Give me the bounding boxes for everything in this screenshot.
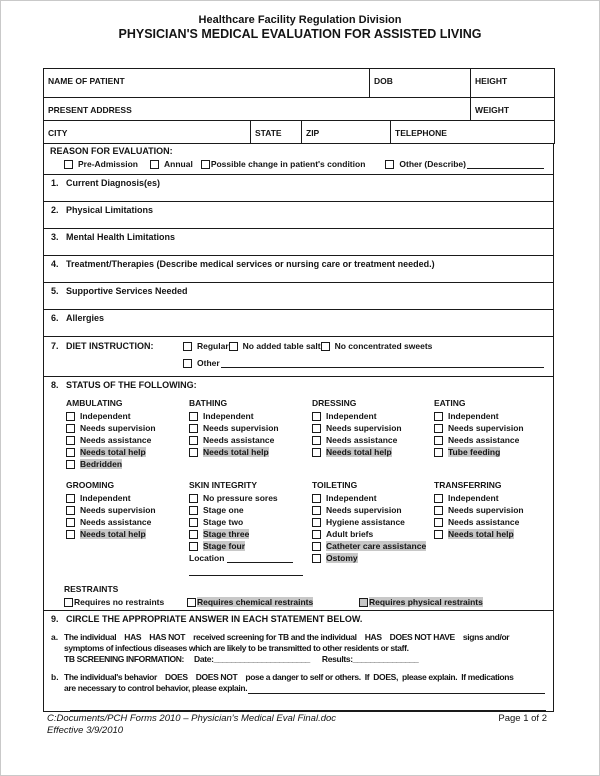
option-label: Needs supervision	[80, 423, 156, 433]
restraints-physical-cell	[359, 597, 553, 610]
circle-answer-section	[44, 610, 553, 711]
transferring-group	[434, 480, 553, 576]
checkbox[interactable]	[189, 506, 198, 515]
item-label: Treatment/Therapies (Describe medical services or nursing care or treatment needed.)	[66, 259, 435, 269]
option-label: Stage one	[203, 505, 244, 515]
checkbox[interactable]	[189, 542, 198, 551]
checkbox-option[interactable]	[312, 541, 434, 551]
checkbox-option[interactable]	[189, 435, 312, 445]
status-section	[44, 376, 553, 610]
checkbox-option[interactable]	[189, 423, 312, 433]
option-label: Needs supervision	[203, 423, 279, 433]
checkbox-option[interactable]	[189, 447, 312, 457]
physical-limitations-section[interactable]	[44, 201, 553, 228]
checkbox[interactable]	[183, 359, 192, 368]
page-header	[1, 14, 599, 42]
item-label: Physical Limitations	[66, 205, 154, 215]
checkbox[interactable]	[189, 518, 198, 527]
checkbox-option[interactable]	[66, 529, 189, 539]
checkbox-option[interactable]	[312, 411, 434, 421]
group-title: AMBULATING	[66, 398, 123, 408]
option-label: Needs supervision	[80, 505, 156, 515]
option-label: Pre-Admission	[78, 159, 138, 169]
physical-restraints-checkbox[interactable]	[359, 597, 553, 607]
name-of-patient-label: NAME OF PATIENT	[48, 76, 125, 86]
dressing-group	[312, 398, 434, 471]
option-label: Needs assistance	[80, 435, 152, 445]
height-label: HEIGHT	[475, 76, 508, 86]
checkbox-option[interactable]	[434, 493, 553, 503]
item-label: DIET INSTRUCTION:	[66, 341, 154, 351]
checkbox-option[interactable]	[312, 423, 434, 433]
checkbox-option[interactable]	[312, 447, 434, 457]
checkbox[interactable]	[312, 506, 321, 515]
checkbox-option[interactable]	[66, 505, 189, 515]
option-label: Stage two	[203, 517, 244, 527]
option-label: Needs total help	[326, 447, 392, 457]
checkbox-option[interactable]	[434, 517, 553, 527]
checkbox[interactable]	[312, 436, 321, 445]
option-label: Needs total help	[80, 447, 146, 457]
height-field[interactable]	[471, 69, 555, 98]
option-label: Needs assistance	[80, 517, 152, 527]
allergies-section[interactable]	[44, 309, 553, 336]
checkbox[interactable]	[312, 542, 321, 551]
reason-for-evaluation-section	[44, 144, 553, 174]
checkbox[interactable]	[189, 494, 198, 503]
checkbox[interactable]	[312, 424, 321, 433]
checkbox-option[interactable]	[66, 517, 189, 527]
checkbox[interactable]	[66, 436, 75, 445]
restraints-chemical-cell	[187, 597, 359, 610]
checkbox[interactable]	[312, 554, 321, 563]
option-label: Requires physical restraints	[369, 597, 483, 607]
restraints-group	[44, 584, 553, 610]
checkbox[interactable]	[434, 530, 443, 539]
status-grid-row2	[44, 480, 553, 576]
option-label: Catheter care assistance	[326, 541, 427, 551]
option-label: Other (Describe)	[399, 159, 466, 169]
checkbox-option[interactable]	[189, 541, 312, 551]
checkbox[interactable]	[312, 412, 321, 421]
location-blank-2[interactable]	[189, 566, 303, 576]
patient-info-table	[43, 68, 555, 144]
option-label: Needs supervision	[448, 423, 524, 433]
item-number: 2.	[51, 205, 59, 215]
checkbox[interactable]	[434, 412, 443, 421]
statement-text: The individual's behavior DOES DOES NOT pose a danger to self or others. If DOES, please explain. If medications	[64, 672, 514, 682]
group-title: TOILETING	[312, 480, 358, 490]
zip-field[interactable]	[302, 121, 391, 144]
group-title: BATHING	[189, 398, 228, 408]
checkbox-option[interactable]	[312, 517, 434, 527]
option-label: Possible change in patient's condition	[210, 159, 366, 169]
checkbox[interactable]	[385, 160, 394, 169]
checkbox[interactable]	[434, 448, 443, 457]
checkbox-option[interactable]	[312, 435, 434, 445]
explain-blank[interactable]	[248, 685, 545, 694]
option-label: Hygiene assistance	[326, 517, 405, 527]
checkbox[interactable]	[312, 448, 321, 457]
checkbox-option[interactable]	[434, 505, 553, 515]
city-label: CITY	[48, 128, 68, 138]
bathing-group	[189, 398, 312, 471]
option-label: Independent	[326, 411, 377, 421]
telephone-field[interactable]	[391, 121, 555, 144]
diet-no-salt-checkbox[interactable]	[229, 341, 321, 351]
telephone-label: TELEPHONE	[395, 128, 447, 138]
checkbox[interactable]	[66, 412, 75, 421]
checkbox[interactable]	[189, 436, 198, 445]
checkbox-option[interactable]	[312, 529, 434, 539]
restraints-none-cell	[64, 597, 187, 610]
checkbox-option[interactable]	[66, 423, 189, 433]
item-number: 4.	[51, 259, 59, 269]
group-title: TRANSFERRING	[434, 480, 502, 490]
checkbox-option[interactable]	[189, 493, 312, 503]
option-label: Independent	[80, 493, 131, 503]
item-label: Mental Health Limitations	[66, 232, 176, 242]
checkbox[interactable]	[189, 424, 198, 433]
zip-label: ZIP	[306, 128, 320, 138]
option-label: Needs assistance	[326, 435, 398, 445]
toileting-group	[312, 480, 434, 576]
dob-field[interactable]	[370, 69, 471, 98]
page-title: PHYSICIAN'S MEDICAL EVALUATION FOR ASSISTED LIVING	[118, 27, 482, 41]
checkbox[interactable]	[189, 412, 198, 421]
option-label: Stage three	[203, 529, 250, 539]
checkbox[interactable]	[434, 436, 443, 445]
item-label: Allergies	[66, 313, 105, 323]
checkbox[interactable]	[66, 506, 75, 515]
diet-other-blank[interactable]	[221, 359, 544, 368]
form-content	[43, 68, 554, 712]
option-label: Requires chemical restraints	[197, 597, 314, 607]
checkbox[interactable]	[66, 530, 75, 539]
checkbox-option[interactable]	[434, 423, 553, 433]
option-label: Needs assistance	[203, 435, 275, 445]
skin-integrity-group	[189, 480, 312, 576]
page-footer	[47, 713, 547, 736]
checkbox[interactable]	[189, 530, 198, 539]
statement-letter: a.	[51, 632, 59, 642]
state-label: STATE	[255, 128, 282, 138]
checkbox-option[interactable]	[66, 435, 189, 445]
checkbox-option[interactable]	[434, 435, 553, 445]
effective-date: Effective 3/9/2010	[47, 724, 124, 736]
name-of-patient-field[interactable]	[44, 69, 370, 98]
option-label: Independent	[203, 411, 254, 421]
checkbox[interactable]	[189, 448, 198, 457]
group-title: RESTRAINTS	[64, 584, 119, 594]
item-number: 9.	[51, 614, 59, 624]
checkbox[interactable]	[150, 160, 159, 169]
checkbox[interactable]	[64, 598, 73, 607]
checkbox[interactable]	[434, 518, 443, 527]
option-label: Independent	[326, 493, 377, 503]
checkbox-option[interactable]	[189, 529, 312, 539]
option-label: Needs supervision	[326, 505, 402, 515]
statement-a	[44, 632, 553, 665]
option-label: Tube feeding	[448, 447, 501, 457]
division-name: Healthcare Facility Regulation Division	[198, 14, 402, 26]
weight-field[interactable]	[471, 98, 555, 121]
item-number: 7.	[51, 341, 59, 351]
option-label: No added table salt	[242, 341, 321, 351]
option-label: Requires no restraints	[74, 597, 165, 607]
mental-health-limitations-section[interactable]	[44, 228, 553, 255]
option-label: Needs total help	[448, 529, 514, 539]
checkbox-option[interactable]	[189, 517, 312, 527]
chemical-restraints-checkbox[interactable]	[187, 597, 359, 607]
checkbox[interactable]	[434, 506, 443, 515]
checkbox-option[interactable]	[66, 447, 189, 457]
option-label: Bedridden	[80, 459, 123, 469]
checkbox-option[interactable]	[434, 529, 553, 539]
checkbox[interactable]	[359, 598, 368, 607]
option-label: Needs total help	[203, 447, 269, 457]
checkbox[interactable]	[66, 424, 75, 433]
option-label: No concentrated sweets	[334, 341, 433, 351]
group-title: EATING	[434, 398, 466, 408]
group-title: SKIN INTEGRITY	[189, 480, 258, 490]
option-label: Other	[197, 358, 220, 368]
option-label: Needs total help	[80, 529, 146, 539]
other-describe-blank[interactable]	[467, 160, 544, 169]
option-label: Needs supervision	[326, 423, 402, 433]
group-title: GROOMING	[66, 480, 115, 490]
treatment-therapies-section[interactable]	[44, 255, 553, 282]
tb-screening-line[interactable]: TB SCREENING INFORMATION: Date:______________________ Results:_______________	[64, 654, 419, 664]
location-label: Location	[189, 553, 225, 563]
checkbox[interactable]	[312, 494, 321, 503]
reason-label: REASON FOR EVALUATION:	[50, 146, 173, 156]
item-number: 3.	[51, 232, 59, 242]
statement-letter: b.	[51, 672, 59, 682]
option-label: Ostomy	[326, 553, 358, 563]
location-blank[interactable]	[227, 554, 293, 563]
checkbox[interactable]	[64, 160, 73, 169]
checkbox[interactable]	[183, 342, 192, 351]
checkbox-option[interactable]	[189, 411, 312, 421]
checkbox-option[interactable]	[434, 411, 553, 421]
reason-options	[44, 157, 553, 169]
checkbox[interactable]	[187, 598, 196, 607]
statement-text: are necessary to control behavior, please explain.	[64, 683, 248, 693]
checkbox[interactable]	[312, 530, 321, 539]
item-number: 6.	[51, 313, 59, 323]
grooming-group	[66, 480, 189, 576]
option-label: Independent	[80, 411, 131, 421]
item-label: Current Diagnosis(es)	[66, 178, 161, 188]
checkbox[interactable]	[229, 342, 238, 351]
checkbox-option[interactable]	[66, 459, 189, 469]
checkbox[interactable]	[66, 448, 75, 457]
item-number: 8.	[51, 380, 59, 390]
possible-change-checkbox[interactable]	[201, 159, 366, 169]
checkbox-option[interactable]	[312, 493, 434, 503]
weight-label: WEIGHT	[475, 105, 510, 115]
item-number: 5.	[51, 286, 59, 296]
option-label: Independent	[448, 411, 499, 421]
eating-group	[434, 398, 553, 471]
checkbox[interactable]	[434, 494, 443, 503]
statement-b	[44, 672, 553, 694]
status-grid-row1	[44, 398, 553, 471]
diet-regular-checkbox[interactable]	[183, 341, 229, 351]
present-address-field[interactable]	[44, 98, 471, 121]
checkbox[interactable]	[66, 518, 75, 527]
item-label: STATUS OF THE FOLLOWING:	[66, 380, 197, 390]
option-label: No pressure sores	[203, 493, 278, 503]
present-address-label: PRESENT ADDRESS	[48, 105, 132, 115]
item-label: Supportive Services Needed	[66, 286, 188, 296]
dob-label: DOB	[374, 76, 393, 86]
diet-other-checkbox[interactable]	[183, 358, 220, 368]
option-label: Regular	[197, 341, 229, 351]
diet-instruction-section	[44, 336, 553, 376]
checkbox[interactable]	[434, 424, 443, 433]
statement-text: symptoms of infectious diseases which are likely to be transmitted to other residents or staff.	[64, 643, 409, 653]
form-body	[43, 144, 554, 712]
pre-admission-checkbox[interactable]	[64, 159, 138, 169]
option-label: Needs supervision	[448, 505, 524, 515]
statement-text: The individual HAS HAS NOT received screening for TB and the individual HAS DOES NOT HAVE signs and/or	[64, 632, 510, 642]
diet-no-sweets-checkbox[interactable]	[321, 341, 433, 351]
option-label: Needs assistance	[448, 435, 520, 445]
other-describe-checkbox[interactable]	[385, 159, 466, 169]
city-field[interactable]	[44, 121, 251, 144]
ambulating-group	[66, 398, 189, 471]
annual-checkbox[interactable]	[150, 159, 193, 169]
checkbox-option[interactable]	[66, 493, 189, 503]
option-label: Independent	[448, 493, 499, 503]
checkbox[interactable]	[312, 518, 321, 527]
checkbox-option[interactable]	[189, 505, 312, 515]
option-label: Annual	[164, 159, 193, 169]
option-label: Needs assistance	[448, 517, 520, 527]
item-label: CIRCLE THE APPROPRIATE ANSWER IN EACH STATEMENT BELOW.	[66, 614, 363, 624]
option-label: Stage four	[203, 541, 246, 551]
checkbox-option[interactable]	[66, 411, 189, 421]
checkbox-option[interactable]	[312, 505, 434, 515]
state-field[interactable]	[251, 121, 302, 144]
checkbox-option[interactable]	[434, 447, 553, 457]
checkbox[interactable]	[321, 342, 330, 351]
document-path: C:Documents/PCH Forms 2010 – Physician's Medical Eval Final.doc	[47, 713, 337, 724]
item-number: 1.	[51, 178, 59, 188]
no-restraints-checkbox[interactable]	[64, 597, 187, 607]
checkbox-option[interactable]	[312, 553, 434, 563]
current-diagnosis-section[interactable]	[44, 174, 553, 201]
supportive-services-section[interactable]	[44, 282, 553, 309]
group-title: DRESSING	[312, 398, 357, 408]
checkbox[interactable]	[66, 494, 75, 503]
option-label: Adult briefs	[326, 529, 374, 539]
checkbox[interactable]	[66, 460, 75, 469]
page-number: Page 1 of 2	[498, 713, 547, 724]
explain-blank-2[interactable]	[70, 701, 546, 711]
checkbox[interactable]	[201, 160, 210, 169]
